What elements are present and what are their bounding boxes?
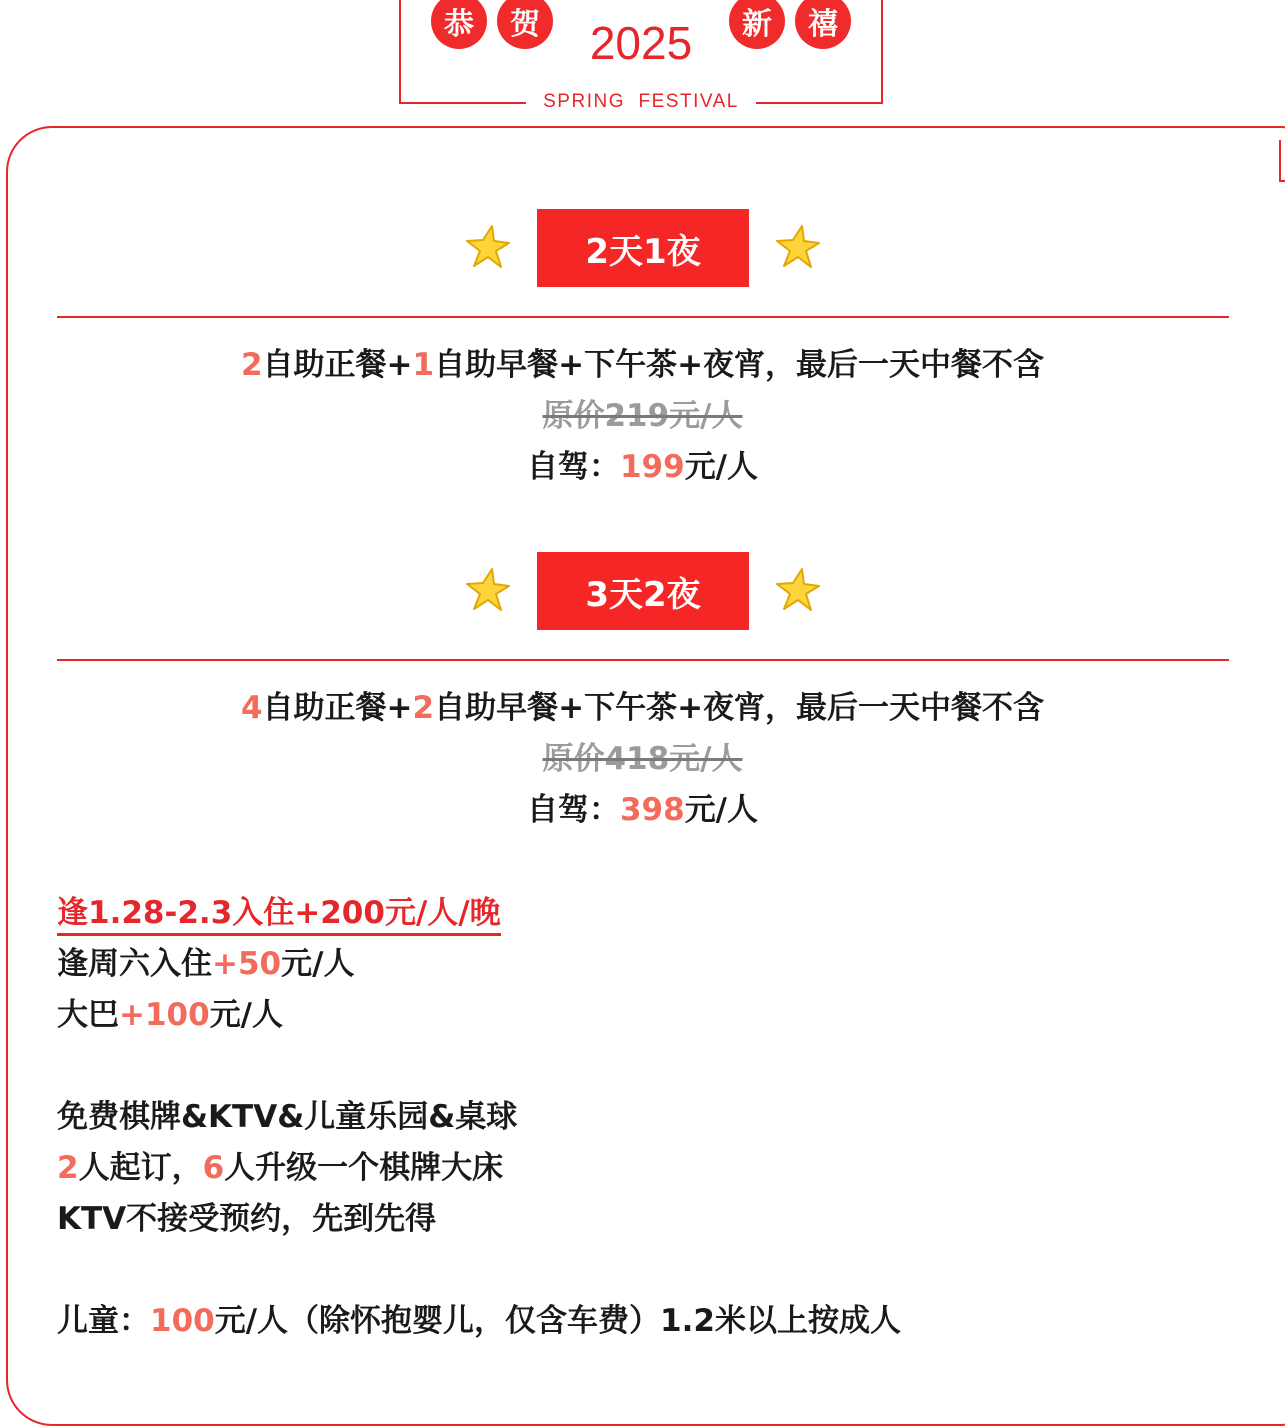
- note-amount: +50: [212, 946, 282, 982]
- bus-surcharge-note: [57, 995, 283, 1035]
- note-text: 逢周六入住: [57, 946, 212, 982]
- note-text: 儿童：: [57, 1303, 150, 1339]
- divider: [57, 316, 1229, 318]
- price-suffix: 元/人: [684, 792, 759, 828]
- year-text: 2025: [589, 17, 693, 69]
- note-text: 人升级一个棋牌大床: [224, 1150, 504, 1186]
- meal-text: 自助早餐+下午茶+夜宵，最后一天中餐不含: [434, 690, 1045, 726]
- free-facilities-note: 免费棋牌&KTV&儿童乐园&桌球: [57, 1099, 518, 1135]
- star-icon: [773, 566, 823, 616]
- holiday-surcharge-text: 逢1.28-2.3入住+200元/人/晚: [57, 895, 501, 936]
- note-text: 大巴: [57, 997, 119, 1033]
- price-prefix: 自驾：: [526, 792, 620, 828]
- meal-description: [0, 688, 1285, 728]
- spring-festival-subtitle: SPRING FESTIVAL: [526, 91, 756, 113]
- meal-text: 自助正餐+: [262, 347, 413, 383]
- meal-count: 2: [240, 347, 263, 383]
- meal-text: 自助正餐+: [262, 690, 413, 726]
- saturday-surcharge-note: [57, 944, 354, 984]
- booking-note: [57, 1148, 503, 1188]
- note-text: 元/人: [209, 997, 284, 1033]
- meal-count: 1: [412, 347, 435, 383]
- note-text: 元/人（除怀抱婴儿，仅含车费）1.2米以上按成人: [214, 1303, 901, 1339]
- holiday-surcharge-note: [57, 893, 501, 933]
- package-title: 2天1夜: [537, 209, 749, 287]
- note-amount: 6: [202, 1150, 225, 1186]
- greeting-char-circle: 恭: [431, 0, 487, 49]
- original-price: [0, 739, 1285, 779]
- card-edge-decoration: [1279, 140, 1285, 182]
- price-prefix: 自驾：: [526, 449, 620, 485]
- package-title: 3天2夜: [537, 552, 749, 630]
- star-icon: [463, 223, 513, 273]
- child-price-note: [57, 1301, 901, 1341]
- price-amount: 398: [619, 792, 685, 828]
- note-amount: 100: [150, 1303, 215, 1339]
- note-amount: 2: [57, 1150, 79, 1186]
- star-icon: [463, 566, 513, 616]
- greeting-char-circle: 新: [729, 0, 785, 49]
- divider: [57, 659, 1229, 661]
- price-line: [0, 790, 1285, 830]
- note-text: 人起订，: [78, 1150, 203, 1186]
- original-price: [0, 396, 1285, 436]
- note-amount: +100: [119, 997, 210, 1033]
- price-suffix: 元/人: [684, 449, 759, 485]
- original-price-text: 原价418元/人: [542, 741, 743, 777]
- original-price-text: 原价219元/人: [542, 398, 743, 434]
- star-icon: [773, 223, 823, 273]
- price-amount: 199: [619, 449, 685, 485]
- meal-count: 4: [240, 690, 263, 726]
- meal-text: 自助早餐+下午茶+夜宵，最后一天中餐不含: [434, 347, 1045, 383]
- package-title-row: [0, 209, 1285, 287]
- ktv-note: KTV不接受预约，先到先得: [57, 1201, 437, 1237]
- meal-count: 2: [412, 690, 435, 726]
- greeting-char-circle: 贺: [497, 0, 553, 49]
- festival-header: [399, 0, 883, 112]
- package-title-row: [0, 552, 1285, 630]
- meal-description: [0, 345, 1285, 385]
- note-text: 元/人: [281, 946, 355, 982]
- price-line: [0, 447, 1285, 487]
- greeting-char-circle: 禧: [795, 0, 851, 49]
